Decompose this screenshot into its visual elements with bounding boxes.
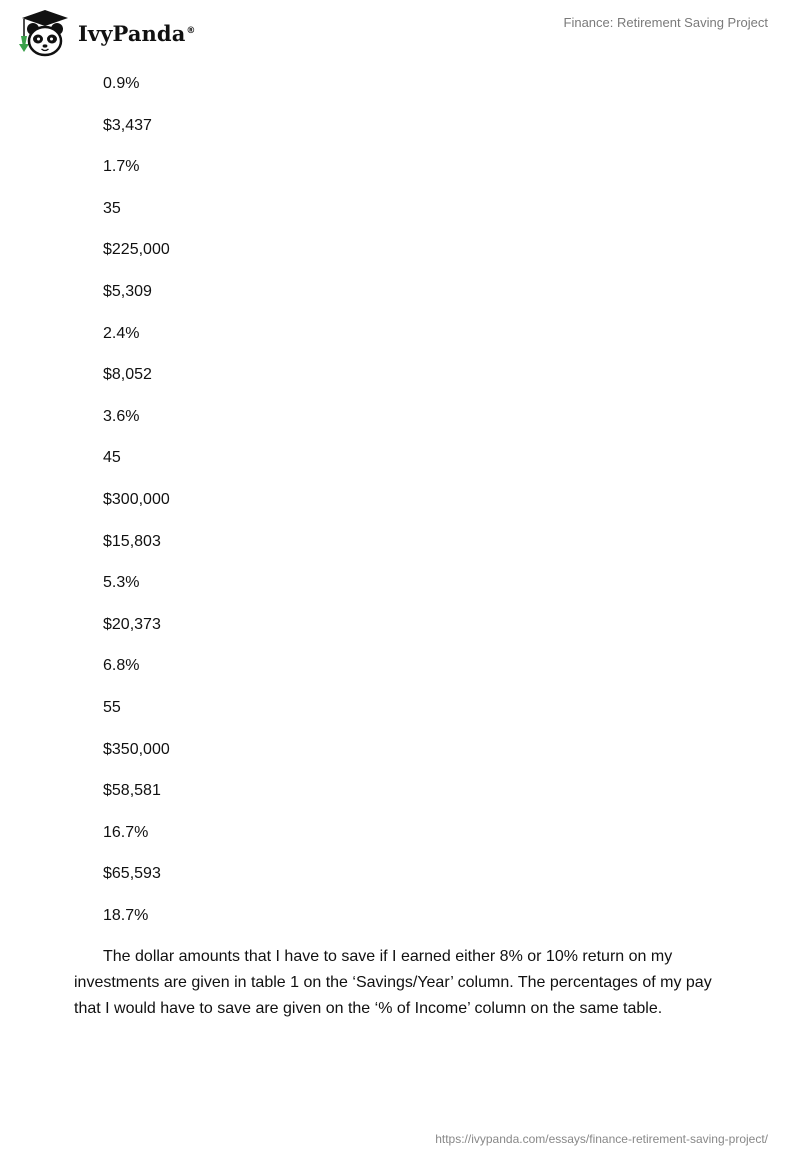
table-cell: 0.9% bbox=[103, 75, 140, 92]
panda-graduate-icon bbox=[16, 8, 74, 58]
table-cell: $3,437 bbox=[103, 116, 152, 134]
table-cell: 35 bbox=[103, 199, 121, 217]
page-header bbox=[0, 0, 800, 62]
table-cell: 55 bbox=[103, 698, 121, 716]
table-cell: 1.7% bbox=[103, 158, 140, 176]
running-title: Finance: Retirement Saving Project bbox=[563, 15, 768, 30]
table-cell: $300,000 bbox=[103, 490, 170, 508]
table-cell: $225,000 bbox=[103, 241, 170, 259]
table-cell: 16.7% bbox=[103, 823, 149, 841]
ivypanda-logo[interactable] bbox=[16, 8, 196, 58]
table-cell: $8,052 bbox=[103, 366, 152, 384]
table-cell: 6.8% bbox=[103, 657, 140, 675]
table-cell: $58,581 bbox=[103, 782, 161, 800]
table-cell: 5.3% bbox=[103, 574, 140, 592]
table-cell: 2.4% bbox=[103, 324, 140, 342]
source-url[interactable]: https://ivypanda.com/essays/finance-retirement-saving-project/ bbox=[435, 1132, 768, 1146]
table-cell: $5,309 bbox=[103, 282, 152, 300]
table-cell: 3.6% bbox=[103, 407, 140, 425]
brand-name: IvyPanda® bbox=[78, 20, 196, 46]
table-cell: $65,593 bbox=[103, 865, 161, 883]
body-paragraph: The dollar amounts that I have to save if I earned either 8% or 10% return on my investments are given in table 1 on the ‘Savings/Year’ column. The percentages of my pay that I would have to save are given on the ‘% of Income’ column on the same table. bbox=[74, 948, 712, 1017]
registered-mark: ® bbox=[186, 25, 196, 36]
table-cell: $15,803 bbox=[103, 532, 161, 550]
table-values-list bbox=[103, 74, 170, 947]
table-cell: $20,373 bbox=[103, 615, 161, 633]
table-cell: $350,000 bbox=[103, 740, 170, 758]
table-cell: 45 bbox=[103, 449, 121, 467]
table-cell: 18.7% bbox=[103, 906, 149, 924]
